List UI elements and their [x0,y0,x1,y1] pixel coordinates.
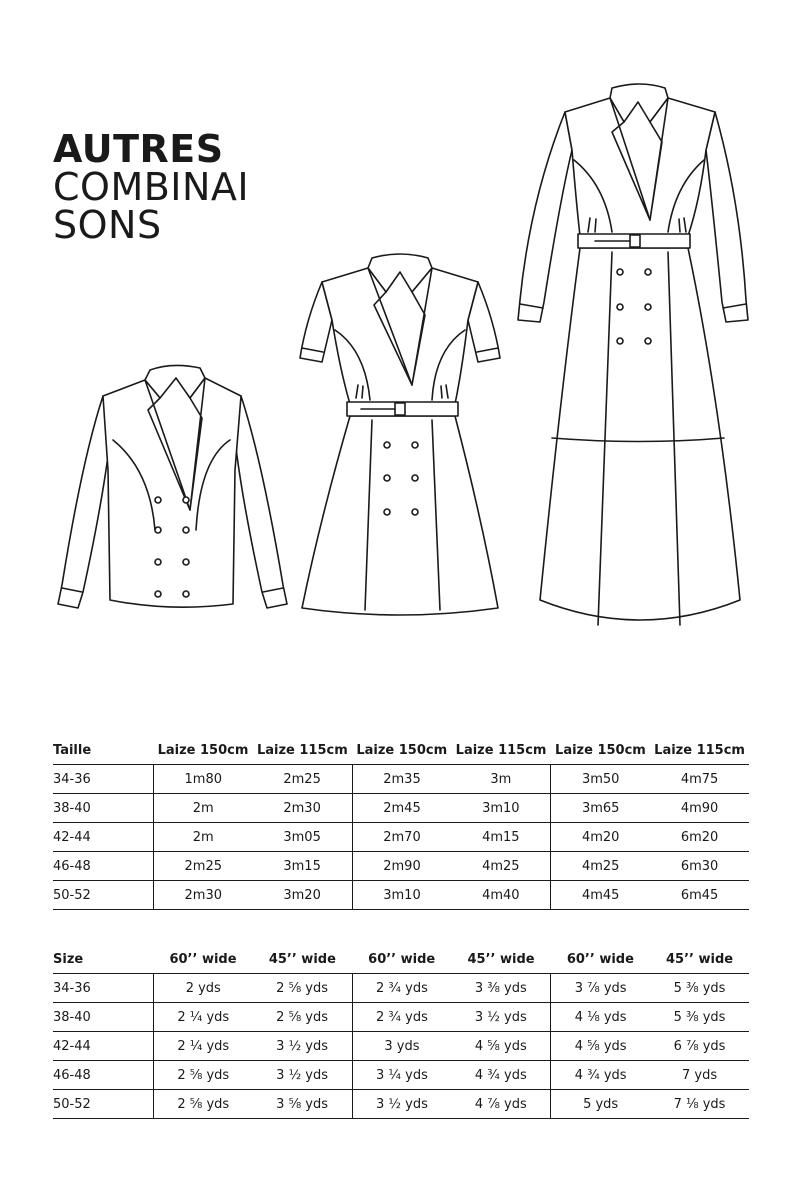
value-cell: 3m50 [551,765,650,794]
table-row [53,765,749,794]
header-cell: 45’’ wide [650,945,749,974]
value-cell: 2 ¼ yds [153,1003,252,1032]
value-cell: 2 ⅝ yds [253,974,352,1003]
value-cell: 2m [153,823,252,852]
value-cell: 6m20 [650,823,749,852]
value-cell: 2m90 [352,852,451,881]
header-cell: 60’’ wide [153,945,252,974]
table-row [53,1032,749,1061]
yardage-table-imperial [53,945,749,1119]
value-cell: 2m45 [352,794,451,823]
table-row [53,881,749,910]
value-cell: 4 ⅝ yds [451,1032,550,1061]
value-cell: 2m30 [253,794,352,823]
table-header-row [53,736,749,765]
value-cell: 4m45 [551,881,650,910]
value-cell: 2 ⅝ yds [153,1061,252,1090]
size-cell: 46-48 [53,852,153,881]
value-cell: 3m15 [253,852,352,881]
size-cell: 50-52 [53,881,153,910]
value-cell: 5 ⅜ yds [650,974,749,1003]
value-cell: 2m [153,794,252,823]
value-cell: 4 ⅞ yds [451,1090,550,1119]
value-cell: 4m20 [551,823,650,852]
value-cell: 7 yds [650,1061,749,1090]
table-row [53,1090,749,1119]
value-cell: 4m75 [650,765,749,794]
header-cell: 45’’ wide [451,945,550,974]
table-row [53,1061,749,1090]
value-cell: 5 yds [551,1090,650,1119]
value-cell: 2 ¾ yds [352,974,451,1003]
table-header-row [53,945,749,974]
value-cell: 3m [451,765,550,794]
value-cell: 4 ¾ yds [451,1061,550,1090]
value-cell: 3 ⅞ yds [551,974,650,1003]
value-cell: 3m10 [352,881,451,910]
value-cell: 5 ⅜ yds [650,1003,749,1032]
table-row [53,1003,749,1032]
value-cell: 3 ⅝ yds [253,1090,352,1119]
value-cell: 2 yds [153,974,252,1003]
title-line-2: COMBINAI [53,165,250,209]
value-cell: 3 ½ yds [253,1032,352,1061]
header-cell: Laize 150cm [551,736,650,765]
size-cell: 34-36 [53,765,153,794]
value-cell: 3m10 [451,794,550,823]
size-cell: 42-44 [53,1032,153,1061]
yardage-table-metric [53,736,749,910]
header-cell: Laize 115cm [451,736,550,765]
header-cell: Taille [53,736,153,765]
value-cell: 6 ⅞ yds [650,1032,749,1061]
header-cell: 60’’ wide [352,945,451,974]
long-dress-illustration [518,84,748,625]
table-row [53,852,749,881]
size-cell: 34-36 [53,974,153,1003]
size-cell: 42-44 [53,823,153,852]
value-cell: 4 ¾ yds [551,1061,650,1090]
header-cell: Laize 150cm [153,736,252,765]
size-cell: 46-48 [53,1061,153,1090]
size-cell: 38-40 [53,794,153,823]
value-cell: 4m25 [451,852,550,881]
value-cell: 2m70 [352,823,451,852]
header-cell: Laize 150cm [352,736,451,765]
title-line-1: AUTRES [53,127,224,171]
value-cell: 2m25 [153,852,252,881]
value-cell: 4 ⅛ yds [551,1003,650,1032]
value-cell: 3m65 [551,794,650,823]
header-cell: 45’’ wide [253,945,352,974]
value-cell: 3m05 [253,823,352,852]
value-cell: 6m30 [650,852,749,881]
value-cell: 4m40 [451,881,550,910]
value-cell: 3m20 [253,881,352,910]
table-row [53,823,749,852]
value-cell: 4m90 [650,794,749,823]
header-cell: Laize 115cm [253,736,352,765]
value-cell: 3 yds [352,1032,451,1061]
value-cell: 2 ⅝ yds [153,1090,252,1119]
value-cell: 2 ¼ yds [153,1032,252,1061]
value-cell: 4m15 [451,823,550,852]
header-cell: Size [53,945,153,974]
header-cell: Laize 115cm [650,736,749,765]
value-cell: 6m45 [650,881,749,910]
value-cell: 2m35 [352,765,451,794]
value-cell: 4m25 [551,852,650,881]
table-row [53,794,749,823]
value-cell: 3 ¼ yds [352,1061,451,1090]
value-cell: 3 ½ yds [451,1003,550,1032]
size-cell: 50-52 [53,1090,153,1119]
table-row [53,974,749,1003]
value-cell: 2 ⅝ yds [253,1003,352,1032]
title-line-3: SONS [53,203,162,247]
value-cell: 1m80 [153,765,252,794]
value-cell: 3 ⅜ yds [451,974,550,1003]
value-cell: 2m30 [153,881,252,910]
short-dress-illustration [300,254,500,615]
jacket-illustration [58,365,287,608]
header-cell: 60’’ wide [551,945,650,974]
value-cell: 7 ⅛ yds [650,1090,749,1119]
value-cell: 3 ½ yds [253,1061,352,1090]
size-cell: 38-40 [53,1003,153,1032]
value-cell: 2 ¾ yds [352,1003,451,1032]
value-cell: 2m25 [253,765,352,794]
value-cell: 3 ½ yds [352,1090,451,1119]
value-cell: 4 ⅝ yds [551,1032,650,1061]
